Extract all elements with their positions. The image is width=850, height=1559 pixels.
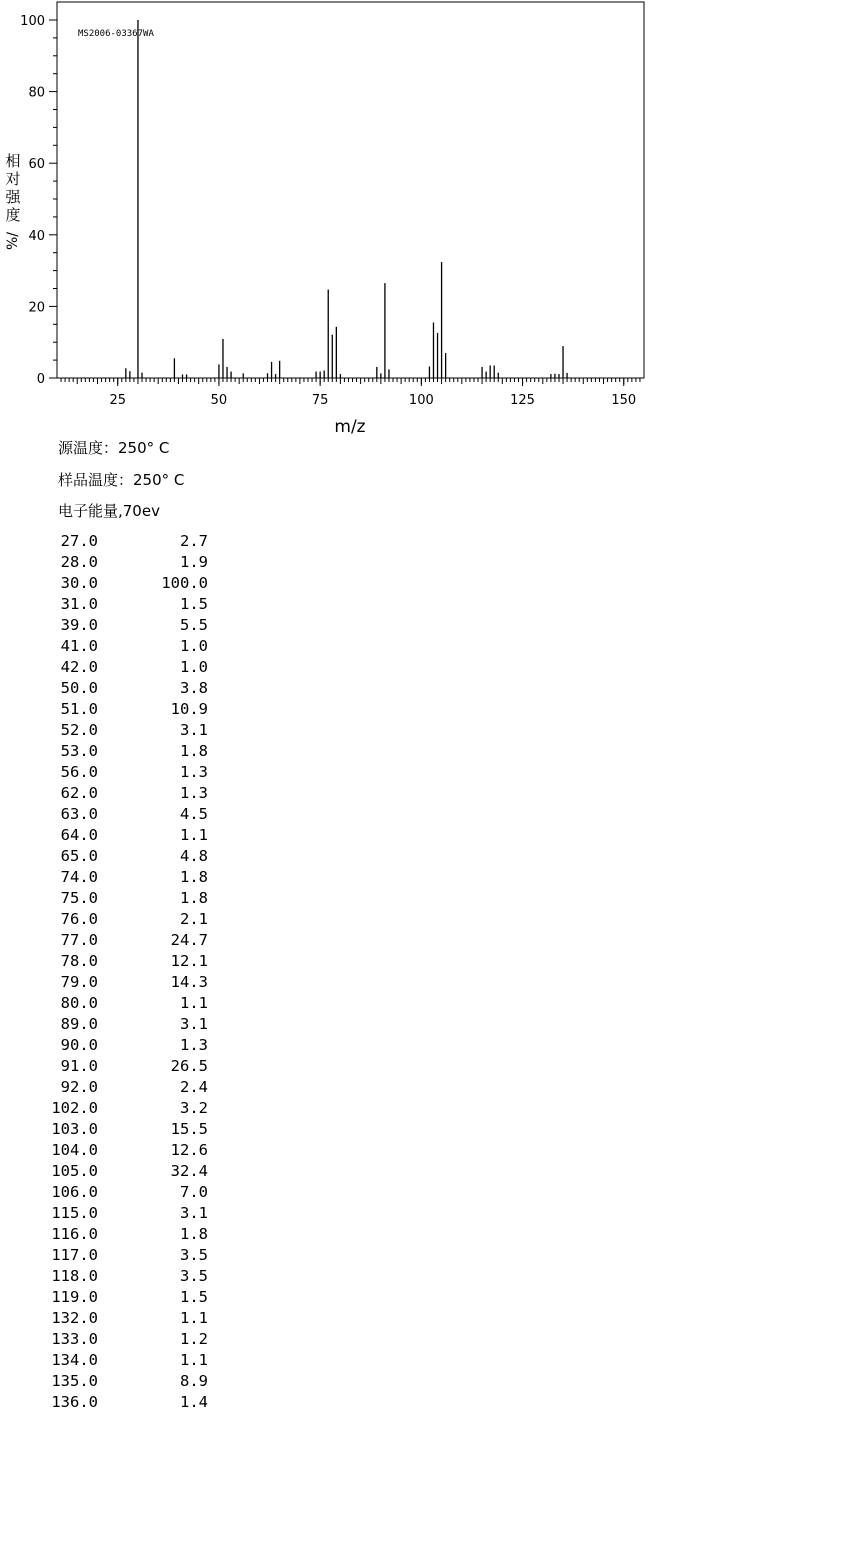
mz-value: 133.0 <box>51 1329 98 1348</box>
mass-spectrum-chart <box>0 0 850 440</box>
y-tick-label: 80 <box>28 85 45 101</box>
mz-value: 31.0 <box>60 594 98 613</box>
abundance-value: 3.1 <box>180 1014 208 1033</box>
x-tick-label: 125 <box>510 393 535 408</box>
table-row <box>30 530 208 551</box>
table-row <box>30 698 208 719</box>
abundance-value: 2.7 <box>180 531 208 550</box>
y-axis-label-char: 强 <box>5 188 21 206</box>
table-row <box>30 656 208 677</box>
mz-value: 119.0 <box>51 1287 98 1306</box>
table-row <box>30 1307 208 1328</box>
abundance-value: 1.9 <box>180 552 208 571</box>
table-row <box>30 719 208 740</box>
abundance-value: 3.1 <box>180 1203 208 1222</box>
mz-value: 104.0 <box>51 1140 98 1159</box>
abundance-value: 1.8 <box>180 867 208 886</box>
table-row <box>30 1244 208 1265</box>
abundance-value: 3.8 <box>180 678 208 697</box>
table-row <box>30 1076 208 1097</box>
mz-value: 75.0 <box>60 888 98 907</box>
mz-value: 136.0 <box>51 1392 98 1411</box>
mz-value: 103.0 <box>51 1119 98 1138</box>
mz-value: 53.0 <box>60 741 98 760</box>
table-row <box>30 635 208 656</box>
table-row <box>30 824 208 845</box>
x-tick-label: 50 <box>210 393 228 408</box>
abundance-value: 5.5 <box>180 615 208 634</box>
mz-value: 92.0 <box>60 1077 98 1096</box>
abundance-value: 8.9 <box>180 1371 208 1390</box>
abundance-value: 1.1 <box>180 825 208 844</box>
mz-value: 41.0 <box>60 636 98 655</box>
abundance-value: 32.4 <box>170 1161 208 1180</box>
mz-value: 105.0 <box>51 1161 98 1180</box>
mz-value: 116.0 <box>51 1224 98 1243</box>
table-row <box>30 992 208 1013</box>
mz-value: 65.0 <box>60 846 98 865</box>
abundance-value: 26.5 <box>170 1056 208 1075</box>
abundance-value: 12.6 <box>170 1140 208 1159</box>
abundance-value: 1.0 <box>180 657 208 676</box>
abundance-value: 4.5 <box>180 804 208 823</box>
mz-value: 134.0 <box>51 1350 98 1369</box>
y-tick-label: 40 <box>28 228 45 244</box>
mz-value: 117.0 <box>51 1245 98 1264</box>
mz-value: 79.0 <box>60 972 98 991</box>
table-row <box>30 614 208 635</box>
table-row <box>30 572 208 593</box>
mz-value: 39.0 <box>60 615 98 634</box>
table-row <box>30 1265 208 1286</box>
mz-value: 50.0 <box>60 678 98 697</box>
abundance-value: 1.2 <box>180 1329 208 1348</box>
peak-table <box>30 530 208 1412</box>
table-row <box>30 1034 208 1055</box>
abundance-value: 1.8 <box>180 741 208 760</box>
table-row <box>30 551 208 572</box>
abundance-value: 1.1 <box>180 1350 208 1369</box>
y-axis-label <box>2 152 24 250</box>
x-tick-label: 25 <box>109 393 126 408</box>
mz-value: 118.0 <box>51 1266 98 1285</box>
abundance-value: 10.9 <box>170 699 208 718</box>
x-tick-label: 75 <box>311 393 329 408</box>
mz-value: 89.0 <box>60 1014 98 1033</box>
x-tick-label: 150 <box>611 393 637 408</box>
table-row <box>30 845 208 866</box>
abundance-value: 1.1 <box>180 993 208 1012</box>
abundance-value: 4.8 <box>180 846 208 865</box>
y-axis-label-char: 对 <box>5 170 21 188</box>
table-row <box>30 950 208 971</box>
mz-value: 27.0 <box>60 531 98 550</box>
table-row <box>30 761 208 782</box>
mz-value: 91.0 <box>60 1056 98 1075</box>
table-row <box>30 1202 208 1223</box>
table-row <box>30 677 208 698</box>
mz-value: 52.0 <box>60 720 98 739</box>
abundance-value: 3.2 <box>180 1098 208 1117</box>
sample-temperature: 样品温度：250° C <box>58 471 185 489</box>
mz-value: 132.0 <box>51 1308 98 1327</box>
abundance-value: 1.4 <box>180 1392 208 1411</box>
mz-value: 30.0 <box>60 573 98 592</box>
mz-value: 63.0 <box>60 804 98 823</box>
table-row <box>30 1328 208 1349</box>
abundance-value: 14.3 <box>170 972 208 991</box>
table-row <box>30 1181 208 1202</box>
abundance-value: 1.5 <box>180 594 208 613</box>
mz-value: 56.0 <box>60 762 98 781</box>
plot-frame <box>57 2 644 378</box>
mz-value: 106.0 <box>51 1182 98 1201</box>
abundance-value: 15.5 <box>170 1119 208 1138</box>
abundance-value: 1.8 <box>180 1224 208 1243</box>
mz-value: 64.0 <box>60 825 98 844</box>
table-row <box>30 908 208 929</box>
mz-value: 62.0 <box>60 783 98 802</box>
mz-value: 78.0 <box>60 951 98 970</box>
abundance-value: 3.5 <box>180 1245 208 1264</box>
x-tick-label: 100 <box>408 393 434 408</box>
y-axis-label-char: 相 <box>5 152 21 170</box>
table-row <box>30 593 208 614</box>
table-row <box>30 782 208 803</box>
table-row <box>30 866 208 887</box>
mz-value: 51.0 <box>60 699 98 718</box>
abundance-value: 3.1 <box>180 720 208 739</box>
table-row <box>30 1223 208 1244</box>
table-row <box>30 1055 208 1076</box>
y-tick-label: 60 <box>28 157 45 173</box>
mz-value: 28.0 <box>60 552 98 571</box>
mz-value: 74.0 <box>60 867 98 886</box>
abundance-value: 2.4 <box>180 1077 208 1096</box>
abundance-value: 24.7 <box>170 930 208 949</box>
abundance-value: 1.3 <box>180 783 208 802</box>
abundance-value: 1.1 <box>180 1308 208 1327</box>
mz-value: 90.0 <box>60 1035 98 1054</box>
table-row <box>30 971 208 992</box>
y-axis-label-char: 度 <box>5 206 21 224</box>
y-tick-label: 0 <box>36 372 45 387</box>
abundance-value: 3.5 <box>180 1266 208 1285</box>
y-tick-label: 20 <box>28 300 45 316</box>
source-temperature: 源温度：250° C <box>58 439 170 457</box>
mz-value: 42.0 <box>60 657 98 676</box>
abundance-value: 1.3 <box>180 1035 208 1054</box>
mz-value: 102.0 <box>51 1098 98 1117</box>
table-row <box>30 1013 208 1034</box>
table-row <box>30 1286 208 1307</box>
spectrum-id-label: MS2006-03367WA <box>78 29 154 39</box>
abundance-value: 100.0 <box>161 573 208 592</box>
table-row <box>30 1349 208 1370</box>
table-row <box>30 1391 208 1412</box>
mz-value: 135.0 <box>51 1371 98 1390</box>
table-row <box>30 1160 208 1181</box>
y-axis-unit: %/ <box>5 231 21 251</box>
abundance-value: 1.3 <box>180 762 208 781</box>
table-row <box>30 1097 208 1118</box>
abundance-value: 1.8 <box>180 888 208 907</box>
mz-value: 115.0 <box>51 1203 98 1222</box>
x-axis-label: m/z <box>334 417 366 437</box>
table-row <box>30 887 208 908</box>
abundance-value: 1.0 <box>180 636 208 655</box>
mz-value: 80.0 <box>60 993 98 1012</box>
table-row <box>30 803 208 824</box>
table-row <box>30 740 208 761</box>
table-row <box>30 1118 208 1139</box>
y-tick-label: 100 <box>20 14 45 29</box>
table-row <box>30 1139 208 1160</box>
mz-value: 77.0 <box>60 930 98 949</box>
table-row <box>30 929 208 950</box>
abundance-value: 7.0 <box>180 1182 208 1201</box>
mz-value: 76.0 <box>60 909 98 928</box>
table-row <box>30 1370 208 1391</box>
abundance-value: 1.5 <box>180 1287 208 1306</box>
abundance-value: 12.1 <box>170 951 208 970</box>
abundance-value: 2.1 <box>180 909 208 928</box>
electron-energy: 电子能量,70ev <box>58 502 160 520</box>
